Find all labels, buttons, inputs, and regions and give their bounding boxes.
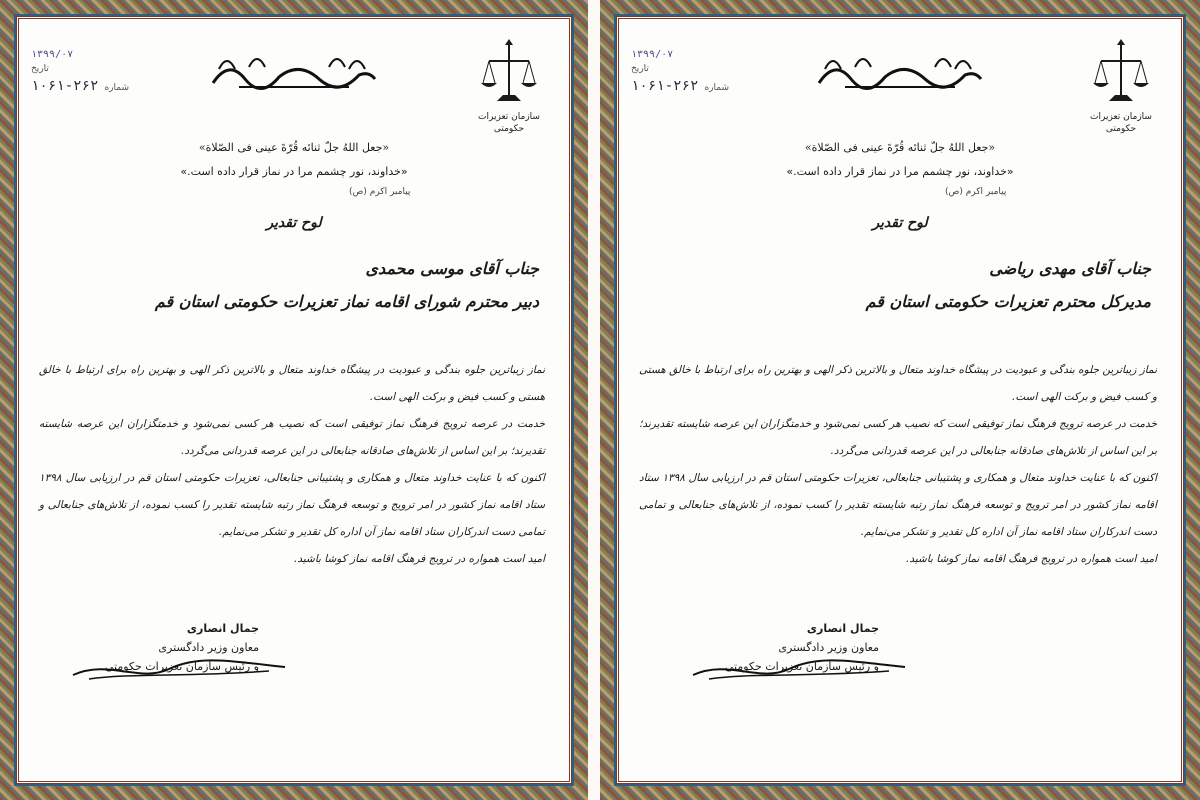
letter-meta — [631, 49, 729, 94]
recipient-block — [49, 259, 539, 311]
letter-meta — [31, 49, 129, 94]
certificate-right — [600, 0, 1200, 800]
signature-scribble — [69, 655, 289, 685]
emblem-caption: سازمان تعزیرات حکومتی — [1090, 112, 1152, 134]
meta-year: ۱۳۹۹/۰۷ — [31, 49, 74, 60]
signatory-org: و رئیس سازمان تعزیرات حکومتی — [104, 660, 259, 673]
certificate-left — [0, 0, 588, 800]
verse-source: پیامبر اکرم (ص) — [349, 187, 411, 197]
letter-number: ۱۰۶۱-۲۶۲ — [31, 78, 99, 94]
emblem — [469, 39, 549, 135]
calligraphy-logo — [209, 49, 379, 97]
body-paragraph: نماز زیباترین جلوه بندگی و عبودیت در پیشگاه خداوند متعال و بالاترین ذکر الهی و بهترین راه برای ارتباط با خالق هستی و کسب فیض و برکت الهی است. — [639, 364, 1157, 403]
signatory-position: معاون وزیر دادگستری — [778, 641, 879, 654]
number-label: شماره — [104, 83, 129, 93]
certificate-title: لوح تقدیر — [266, 215, 322, 231]
calligraphy-logo — [815, 49, 985, 97]
date-label: تاریخ — [31, 64, 49, 74]
certificate-frame — [616, 16, 1184, 784]
date-label: تاریخ — [631, 64, 649, 74]
page-divider — [588, 0, 600, 800]
signatory-position: معاون وزیر دادگستری — [158, 641, 259, 654]
body-paragraph: امید است همواره در ترویج فرهنگ اقامه نماز کوشا باشید. — [906, 553, 1157, 565]
body-paragraph: امید است همواره در ترویج فرهنگ اقامه نماز کوشا باشید. — [294, 553, 545, 565]
certificate-frame — [16, 16, 572, 784]
body-paragraph: اکنون که با عنایت خداوند متعال و همکاری و پشتیبانی جنابعالی، تعزیرات حکومتی استان قم در ارزیابی سال ۱۳۹۸ ستاد اقامه نماز کشور در امر ترویج و توسعه فرهنگ نماز رتبه شایسته تقدیر را کسب نموده، از تلاش‌های جنابعالی و تمامی دست اندرکاران ستاد اقامه نماز آن اداره کل تقدیر و تشکر می‌نمایم. — [639, 472, 1157, 538]
body-paragraph: خدمت در عرصه ترویج فرهنگ نماز توفیقی است که نصیب هر کسی نمی‌شود و خدمتگزاران این عرصه شایسته تقدیرند؛ بر این اساس از تلاش‌های صادقانه جنابعالی در این عرصه قدردانی می‌گردد. — [39, 418, 545, 457]
meta-year: ۱۳۹۹/۰۷ — [631, 49, 674, 60]
body-paragraph: اکنون که با عنایت خداوند متعال و همکاری و پشتیبانی جنابعالی، تعزیرات حکومتی استان قم در ارزیابی سال ۱۳۹۸ ستاد اقامه نماز کشور در امر ترویج و توسعه فرهنگ نماز رتبه شایسته تقدیر را کسب نموده، از تلاش‌های جنابعالی و تمامی دست اندرکاران ستاد اقامه نماز آن اداره کل تقدیر و تشکر می‌نمایم. — [39, 472, 545, 538]
emblem — [1081, 39, 1161, 135]
verse-persian: «خداوند، نور چشمم مرا در نماز قرار داده است.» — [180, 165, 408, 178]
signature-block — [89, 619, 259, 676]
recipient-name: جناب آقای مهدی ریاضی — [989, 259, 1151, 278]
verse-source: پیامبر اکرم (ص) — [944, 187, 1007, 197]
scales-of-justice-icon — [479, 39, 539, 109]
signatory-name: جمال انصاری — [806, 622, 879, 635]
emblem-caption: سازمان تعزیرات حکومتی — [478, 112, 540, 134]
signatory-org: و رئیس سازمان تعزیرات حکومتی — [724, 660, 879, 673]
verse-arabic: «جعل اللهُ جلّ ثنائه قُرّةَ عینی فی الصّلاة» — [804, 141, 996, 154]
body-paragraph: نماز زیباترین جلوه بندگی و عبودیت در پیشگاه خداوند متعال و بالاترین ذکر الهی و بهترین راه برای ارتباط با خالق هستی و کسب فیض و برکت الهی است. — [39, 364, 545, 403]
recipient-title: مدیرکل محترم تعزیرات حکومتی استان قم — [865, 292, 1151, 311]
verse-persian: «خداوند، نور چشمم مرا در نماز قرار داده است.» — [786, 165, 1014, 178]
certificate-title: لوح تقدیر — [872, 215, 928, 231]
body-paragraph: خدمت در عرصه ترویج فرهنگ نماز توفیقی است که نصیب هر کسی نمی‌شود و خدمتگزاران این عرصه شایسته تقدیرند؛ بر این اساس از تلاش‌های صادقانه جنابعالی در این عرصه قدردانی می‌گردد. — [639, 418, 1157, 457]
certificate-body — [639, 357, 1157, 573]
recipient-block — [649, 259, 1151, 311]
verse-arabic: «جعل اللهُ جلّ ثنائه قُرّةَ عینی فی الصّلاة» — [198, 141, 390, 154]
recipient-name: جناب آقای موسی محمدی — [365, 259, 539, 278]
number-label: شماره — [704, 83, 729, 93]
signature-block — [709, 619, 879, 676]
recipient-title: دبیر محترم شورای اقامه نماز تعزیرات حکومتی استان قم — [154, 292, 539, 311]
letter-number: ۱۰۶۱-۲۶۲ — [631, 78, 699, 94]
signature-scribble — [689, 655, 909, 685]
certificate-body — [39, 357, 545, 573]
signatory-name: جمال انصاری — [186, 622, 259, 635]
scales-of-justice-icon — [1091, 39, 1151, 109]
